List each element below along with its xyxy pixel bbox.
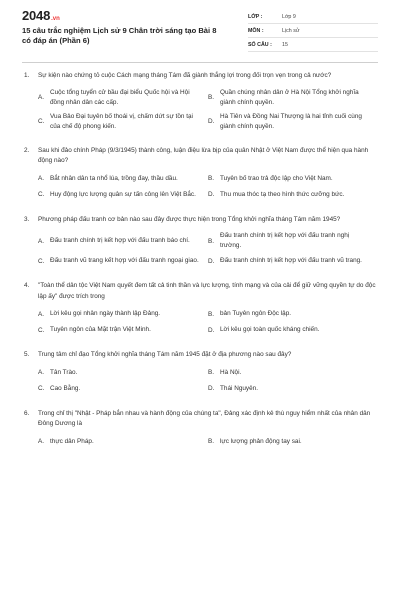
option-text: Lời kêu gọi nhân ngày thành lập Đảng. [50, 310, 161, 317]
question-list [22, 71, 378, 450]
question-number: 6. [24, 409, 30, 417]
meta-label: LỚP : [248, 13, 263, 20]
option-letter: B. [208, 438, 215, 445]
option-letter: A. [38, 94, 45, 101]
meta-label: MÔN : [248, 27, 264, 34]
question-text: Phương pháp đấu tranh cơ bản nào sau đây được thực hiện trong Tổng khởi nghĩa tháng Tám năm 1945? [38, 215, 341, 223]
option-letter: B. [208, 94, 215, 101]
question-number: 5. [24, 351, 30, 358]
meta-info [248, 10, 378, 52]
header [22, 8, 378, 52]
question-item [22, 215, 378, 270]
answer-options [22, 306, 378, 338]
page-title: 15 câu trắc nghiệm Lịch sử 9 Chân trời sáng tạo Bài 8 có đáp án (Phần 6) [22, 26, 217, 45]
option-letter: B. [208, 310, 215, 318]
meta-row-subject [248, 24, 378, 38]
answer-options [22, 86, 378, 134]
answer-option[interactable] [208, 110, 378, 134]
answer-option[interactable] [38, 253, 208, 269]
question-item [22, 409, 378, 450]
answer-option[interactable] [38, 229, 208, 253]
answer-options [22, 229, 378, 269]
option-letter: A. [38, 310, 45, 318]
answer-option[interactable] [208, 171, 378, 187]
option-text: Cuộc tổng tuyển cử bầu đại biểu Quốc hội và Hội đồng nhân dân các cấp. [50, 88, 190, 106]
header-divider [22, 62, 378, 63]
option-letter: A. [38, 438, 45, 445]
meta-label: SỐ CÂU : [248, 41, 272, 48]
option-text: Thái Nguyên. [220, 384, 259, 392]
option-text: Lời kêu gọi toàn quốc kháng chiến. [220, 326, 320, 333]
option-text: Quần chúng nhân dân ở Hà Nội Tổng khởi nghĩa giành chính quyền. [220, 88, 359, 106]
option-letter: D. [208, 385, 215, 392]
option-text: bản Tuyên ngôn Độc lập. [220, 310, 292, 317]
option-letter: C. [38, 326, 45, 334]
option-letter: B. [208, 369, 215, 376]
option-text: thực dân Pháp. [50, 437, 94, 445]
question-stem [22, 350, 378, 361]
option-letter: A. [38, 369, 45, 376]
answer-option[interactable] [208, 381, 378, 397]
question-text: Sự kiện nào chứng tỏ cuộc Cách mạng tháng Tám đã giành thắng lợi trong đối trọn vẹn trong cả nước? [38, 72, 332, 79]
option-letter: D. [208, 118, 215, 125]
option-text: Thu mua thóc tạ theo hình thức cưỡng bức. [220, 190, 345, 198]
option-letter: C. [38, 257, 45, 265]
option-text: Cao Bằng. [50, 384, 81, 392]
question-item [22, 350, 378, 397]
logo-domain: .vn [51, 16, 60, 22]
option-text: lực lượng phản động tay sai. [220, 437, 302, 445]
answer-option[interactable] [38, 86, 208, 110]
option-letter: C. [38, 385, 45, 392]
option-text: Hà Tiên và Đồng Nai Thượng là hai tỉnh cuối cùng giành chính quyền. [220, 112, 362, 130]
option-text: Vua Bảo Đại tuyên bố thoái vị, chấm dứt sự tồn tại của chế độ phong kiến. [50, 112, 193, 130]
answer-option[interactable] [38, 365, 208, 381]
answer-option[interactable] [38, 306, 208, 322]
logo-text: 2048 [22, 8, 51, 23]
meta-row-count [248, 38, 378, 52]
question-number: 4. [24, 282, 30, 289]
option-letter: D. [208, 191, 215, 198]
answer-option[interactable] [38, 322, 208, 338]
answer-option[interactable] [38, 381, 208, 397]
answer-option[interactable] [208, 434, 378, 450]
question-stem [22, 281, 378, 302]
option-letter: A. [38, 175, 45, 182]
answer-option[interactable] [38, 187, 208, 203]
option-letter: B. [208, 237, 215, 245]
option-letter: B. [208, 175, 215, 182]
question-text: Trong chỉ thị "Nhật - Pháp bắn nhau và hành động của chúng ta", Đảng xác định kẻ thù nguy hiểm nhất của nhân dân Đông Dương là [38, 409, 371, 427]
option-text: Đấu tranh chính trị kết hợp với đấu tranh vũ trang. [220, 257, 362, 264]
option-text: Bắt nhân dân ta nhổ lúa, trồng đay, thầu dầu. [50, 174, 178, 182]
question-text: Sau khi đảo chính Pháp (9/3/1945) thành công, luận điệu lừa bịp của quân Nhật ở Việt Nam được thể hiện qua hành động nào? [38, 146, 369, 164]
question-item [22, 71, 378, 134]
option-letter: C. [38, 118, 45, 125]
answer-option[interactable] [208, 365, 378, 381]
option-text: Huy động lực lượng quân sự tấn công lên Việt Bắc. [50, 190, 196, 198]
answer-option[interactable] [208, 187, 378, 203]
question-stem [22, 409, 378, 430]
question-stem [22, 215, 378, 226]
question-item [22, 146, 378, 203]
option-letter: C. [38, 191, 45, 198]
question-item [22, 281, 378, 338]
option-text: Tuyên bố trao trả độc lập cho Việt Nam. [220, 174, 333, 182]
answer-option[interactable] [38, 434, 208, 450]
question-number: 2. [24, 146, 30, 154]
option-text: Đấu tranh chính trị kết hợp với đấu tranh nghị trường. [220, 232, 350, 249]
option-text: Tân Trào. [50, 368, 78, 376]
question-number: 3. [24, 215, 30, 223]
meta-value: Lịch sử [282, 27, 300, 34]
meta-value: 15 [282, 41, 288, 48]
answer-option[interactable] [208, 229, 378, 253]
question-stem [22, 146, 378, 167]
option-text: Đấu tranh vũ trang kết hợp với đấu tranh ngoại giao. [50, 257, 199, 264]
option-letter: D. [208, 257, 215, 265]
meta-value: Lớp 9 [282, 13, 296, 20]
option-text: Hà Nội. [220, 368, 242, 376]
option-letter: A. [38, 237, 45, 245]
question-stem [22, 71, 378, 82]
answer-options [22, 171, 378, 203]
option-letter: D. [208, 326, 215, 334]
meta-row-class [248, 10, 378, 24]
header-left [22, 8, 227, 46]
question-text: Trung tâm chỉ đạo Tổng khởi nghĩa tháng Tám năm 1945 đặt ở địa phương nào sau đây? [38, 351, 292, 358]
answer-options [22, 434, 378, 450]
question-text: "Toàn thể dân tộc Việt Nam quyết đem tất cả tinh thần và lực lượng, tính mạng và của cải để giữ vững quyền tự do độc lập ấy" được trích trong [38, 282, 376, 300]
option-text: Đấu tranh chính trị kết hợp với đấu tranh báo chí. [50, 237, 190, 244]
option-text: Tuyên ngôn của Mặt trận Việt Minh. [50, 326, 151, 333]
answer-option[interactable] [38, 110, 208, 134]
answer-option[interactable] [208, 253, 378, 269]
answer-option[interactable] [38, 171, 208, 187]
answer-options [22, 365, 378, 397]
question-number: 1. [24, 72, 30, 79]
answer-option[interactable] [208, 86, 378, 110]
answer-option[interactable] [208, 322, 378, 338]
site-logo[interactable] [22, 8, 227, 23]
answer-option[interactable] [208, 306, 378, 322]
